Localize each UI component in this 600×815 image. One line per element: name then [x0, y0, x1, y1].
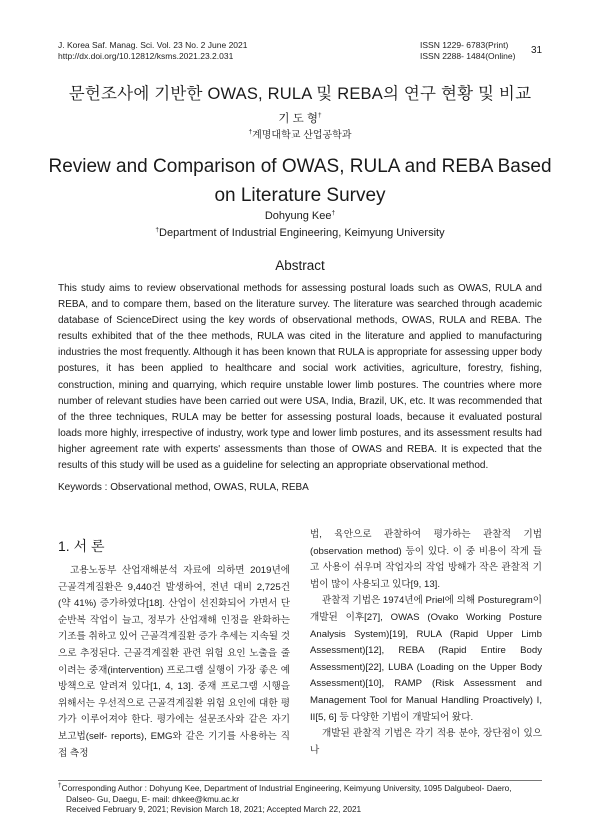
footnote [58, 783, 542, 815]
author-korean [0, 110, 600, 126]
affiliation-english [0, 227, 600, 239]
intro-paragraph-1-continued: 법, 육안으로 관찰하여 평가하는 관찰적 기법(observation method) 등이 있다. 이 중 비용이 작게 들고 사용이 쉬우며 작업자의 작업 방해가 작은 관찰적 기법이 많이 사용되고 있다[9, 13]. [310, 529, 542, 590]
footnote-line-3: Received February 9, 2021; Revision March 18, 2021; Accepted March 22, 2021 [66, 804, 362, 815]
author-english-name: Dohyung Kee [264, 210, 332, 222]
right-column [310, 527, 542, 759]
intro-paragraph-3: 개발된 관찰적 기법은 각기 적용 분야, 장단점이 있으나 [310, 728, 542, 756]
author-english-mark: † [331, 209, 336, 217]
journal-header [58, 40, 247, 62]
author-english [0, 210, 600, 222]
issn-block [420, 40, 515, 62]
affiliation-korean-text: 계명대학교 산업공학과 [252, 130, 352, 141]
author-korean-name: 기 도 형 [278, 113, 319, 125]
footnote-text-1: Corresponding Author : Dohyung Kee, Department of Industrial Engineering, Keimyung University, 1095 Dalgubeol- Daero, [61, 783, 512, 793]
intro-paragraph-2: 관찰적 기법은 1974년에 Priel에 의해 Posturegram이 개발된 이후[27], OWAS (Ovako Working Posture Analysis System)[19], RULA (Rapid Upper Limb Assessment)[12], REBA (Rapid Entire Body Assessment)[22], LUBA (Loading on the Upper Body Assessment)[10], RAMP (Risk Assessment and Management Tool for Manual Handling Proactively) I, II[5, 6] 등 다양한 기법이 개발되어 왔다. [310, 595, 542, 723]
doi-link[interactable]: http://dx.doi.org/10.12812/ksms.2021.23.2.031 [58, 51, 234, 61]
left-column [58, 563, 290, 762]
footnote-rule [58, 780, 542, 781]
affiliation-korean [0, 126, 600, 141]
affiliation-english-mark: † [155, 226, 160, 234]
affiliation-korean-mark: † [248, 128, 253, 136]
page-number: 31 [531, 45, 543, 56]
journal-citation: J. Korea Saf. Manag. Sci. Vol. 23 No. 2 June 2021 [58, 40, 248, 50]
intro-paragraph-1: 고용노동부 산업재해분석 자료에 의하면 2019년에 근골격계질환은 9,440건 발생하여, 전년 대비 2,725건(약 41%) 증가하였다[18]. 산업이 선진화되어 가면서 단순반복 작업이 늘고, 정부가 산업재해 인정을 완화하는 기조를 취하고 있어 근골격계질환 증가 추세는 지속될 것으로 추정된다. 근골격계질환 관련 위험 요인 노출을 줄이려는 중재(intervention) 프로그램 실행이 가장 좋은 예방책으로 알려져 있다[1, 4, 13]. 중재 프로그램 시행을 위해서는 우선적으로 근골격계질환 위험 요인에 대한 평가가 이루어져야 한다. 평가에는 설문조사와 같은 자기 보고법(self- reports), EMG와 같은 기기를 사용하는 직접 측정 [58, 565, 290, 759]
abstract-body: This study aims to review observational methods for assessing postural loads such as OWAS, RULA and REBA, and to compare them, based on the literature survey. The literature was searched through academic database of ScienceDirect using the key words of observational methods, OWAS, RULA and REBA. The results exhibited that of the thee methods, RULA was cited in the literature and applied to manufacturing industries the most frequently. Although it has been known that RULA is appropriate for assessing upper body postures, it has been applied to healthcare and social work activities, agriculture, forestry, fishing, construction, mining and quarrying, which require unstable lower limb postures. The countries where more number of relevant studies have been carried out were USA, India, Brazil, UK, etc. It was recommended that of the three techniques, RULA may be better for assessing postural loads, because it evaluated postural loads more highly, irrespective of industry, work type and lower limb postures, and its assessment results had higher agreement rate with experts' assessments than those of OWAS and REBA. It is expected that the results of this study will be used as a guideline for selecting an appropriate observational method. [58, 283, 542, 472]
section-title-introduction: 1. 서 론 [58, 538, 105, 554]
footnote-mark: † [58, 782, 62, 790]
title-korean: 문헌조사에 기반한 OWAS, RULA 및 REBA의 연구 현황 및 비교 [68, 85, 532, 103]
footnote-line-1 [58, 783, 542, 794]
title-english: Review and Comparison of OWAS, RULA and REBA Based on Literature Survey [48, 156, 552, 206]
issn-online: ISSN 2288- 1484(Online) [420, 51, 516, 61]
author-korean-mark: † [318, 112, 322, 120]
keywords: Keywords : Observational method, OWAS, RULA, REBA [58, 482, 309, 493]
footnote-line-2: Dalseo- Gu, Daegu, E- mail: dhkee@kmu.ac.kr [66, 793, 240, 804]
affiliation-english-text: Department of Industrial Engineering, Keimyung University [159, 227, 445, 239]
abstract-heading: Abstract [275, 258, 325, 273]
issn-print: ISSN 1229- 6783(Print) [420, 40, 509, 50]
